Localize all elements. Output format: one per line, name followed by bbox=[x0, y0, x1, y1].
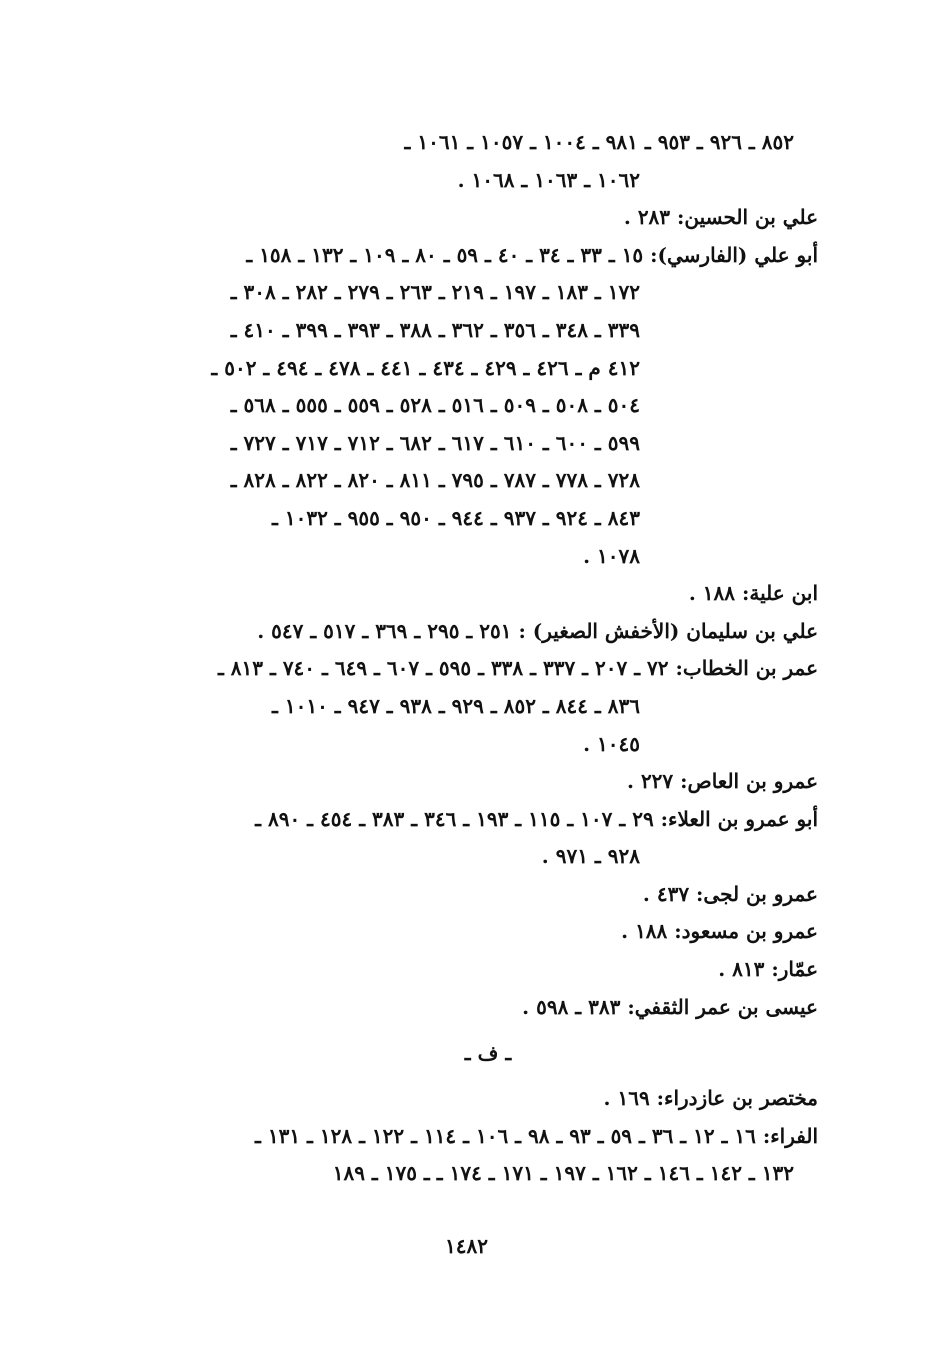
index-line: ١٠٦٢ ـ ١٠٦٣ ـ ١٠٦٨ . bbox=[457, 167, 640, 192]
index-line: علي بن الحسين: ٢٨٣ . bbox=[623, 205, 818, 230]
index-line: ٥٠٤ ـ ٥٠٨ ـ ٥٠٩ ـ ٥١٦ ـ ٥٢٨ ـ ٥٥٩ ـ ٥٥٥ ـ ٥٦٨ ـ bbox=[230, 393, 640, 418]
index-line: ٩٢٨ ـ ٩٧١ . bbox=[541, 844, 640, 869]
index-line: ٨٥٢ ـ ٩٢٦ ـ ٩٥٣ ـ ٩٨١ ـ ١٠٠٤ ـ ١٠٥٧ ـ ١٠٦١ ـ bbox=[404, 130, 794, 154]
index-line: ١٠٤٥ . bbox=[583, 731, 640, 756]
index-line: ٧٢٨ ـ ٧٧٨ ـ ٧٨٧ ـ ٧٩٥ ـ ٨١١ ـ ٨٢٠ ـ ٨٢٢ ـ ٨٢٨ ـ bbox=[230, 468, 640, 493]
index-entries bbox=[118, 124, 818, 1193]
index-line: ٥٩٩ ـ ٦٠٠ ـ ٦١٠ ـ ٦١٧ ـ ٦٨٢ ـ ٧١٢ ـ ٧١٧ ـ ٧٢٧ ـ bbox=[230, 430, 640, 455]
index-line: ابن علية: ١٨٨ . bbox=[688, 581, 818, 606]
index-line: عمّار: ٨١٣ . bbox=[718, 957, 818, 982]
index-line: عمرو بن مسعود: ١٨٨ . bbox=[621, 919, 818, 944]
index-line: ٤١٢ م ـ ٤٢٦ ـ ٤٢٩ ـ ٤٣٤ ـ ٤٤١ ـ ٤٧٨ ـ ٤٩٤ ـ ٥٠٢ ـ bbox=[211, 355, 640, 380]
index-line: ٨٣٦ ـ ٨٤٤ ـ ٨٥٢ ـ ٩٢٩ ـ ٩٣٨ ـ ٩٤٧ ـ ١٠١٠ ـ bbox=[272, 693, 640, 718]
index-line: الفراء: ١٦ ـ ١٢ ـ ٣٦ ـ ٥٩ ـ ٩٣ ـ ٩٨ ـ ١٠٦ ـ ١١٤ ـ ١٢٢ ـ ١٢٨ ـ ١٣١ ـ bbox=[255, 1123, 818, 1148]
index-line: أبو عمرو بن العلاء: ٢٩ ـ ١٠٧ ـ ١١٥ ـ ١٩٣ ـ ٣٤٦ ـ ٣٨٣ ـ ٤٥٤ ـ ٨٩٠ ـ bbox=[255, 806, 818, 831]
section-heading-fa: ـ ف ـ bbox=[464, 1041, 512, 1066]
index-line: عمر بن الخطاب: ٧٢ ـ ٢٠٧ ـ ٣٣٧ ـ ٣٣٨ ـ ٥٩٥ ـ ٦٠٧ ـ ٦٤٩ ـ ٧٤٠ ـ ٨١٣ ـ bbox=[217, 656, 818, 681]
index-line: ١٣٢ ـ ١٤٢ ـ ١٤٦ ـ ١٦٢ ـ ١٩٧ ـ ١٧١ ـ ١٧٤ ـ ـ ١٧٥ ـ ١٨٩ bbox=[332, 1161, 794, 1186]
index-line: ٣٣٩ ـ ٣٤٨ ـ ٣٥٦ ـ ٣٦٢ ـ ٣٨٨ ـ ٣٩٣ ـ ٣٩٩ ـ ٤١٠ ـ bbox=[230, 317, 640, 342]
index-line: مختصر بن عازدراء: ١٦٩ . bbox=[603, 1086, 818, 1111]
page-number: ١٤٨٢ bbox=[445, 1234, 488, 1258]
index-line: عيسى بن عمر الثقفي: ٣٨٣ ـ ٥٩٨ . bbox=[522, 994, 818, 1019]
index-line: أبو علي (الفارسي): ١٥ ـ ٣٣ ـ ٣٤ ـ ٤٠ ـ ٥٩ ـ ٨٠ ـ ١٠٩ ـ ١٣٢ ـ ١٥٨ ـ bbox=[246, 242, 818, 267]
index-line: ٨٤٣ ـ ٩٢٤ ـ ٩٣٧ ـ ٩٤٤ ـ ٩٥٠ ـ ٩٥٥ ـ ١٠٣٢ ـ bbox=[272, 505, 640, 530]
index-line: ١٠٧٨ . bbox=[583, 543, 640, 568]
index-line: عمرو بن لجى: ٤٣٧ . bbox=[642, 881, 818, 906]
index-line: علي بن سليمان (الأخفش الصغير) : ٢٥١ ـ ٢٩٥ ـ ٣٦٩ ـ ٥١٧ ـ ٥٤٧ . bbox=[257, 618, 818, 643]
index-line: عمرو بن العاص: ٢٢٧ . bbox=[627, 769, 818, 794]
index-line: ١٧٢ ـ ١٨٣ ـ ١٩٧ ـ ٢١٩ ـ ٢٦٣ ـ ٢٧٩ ـ ٢٨٢ ـ ٣٠٨ ـ bbox=[230, 280, 640, 305]
